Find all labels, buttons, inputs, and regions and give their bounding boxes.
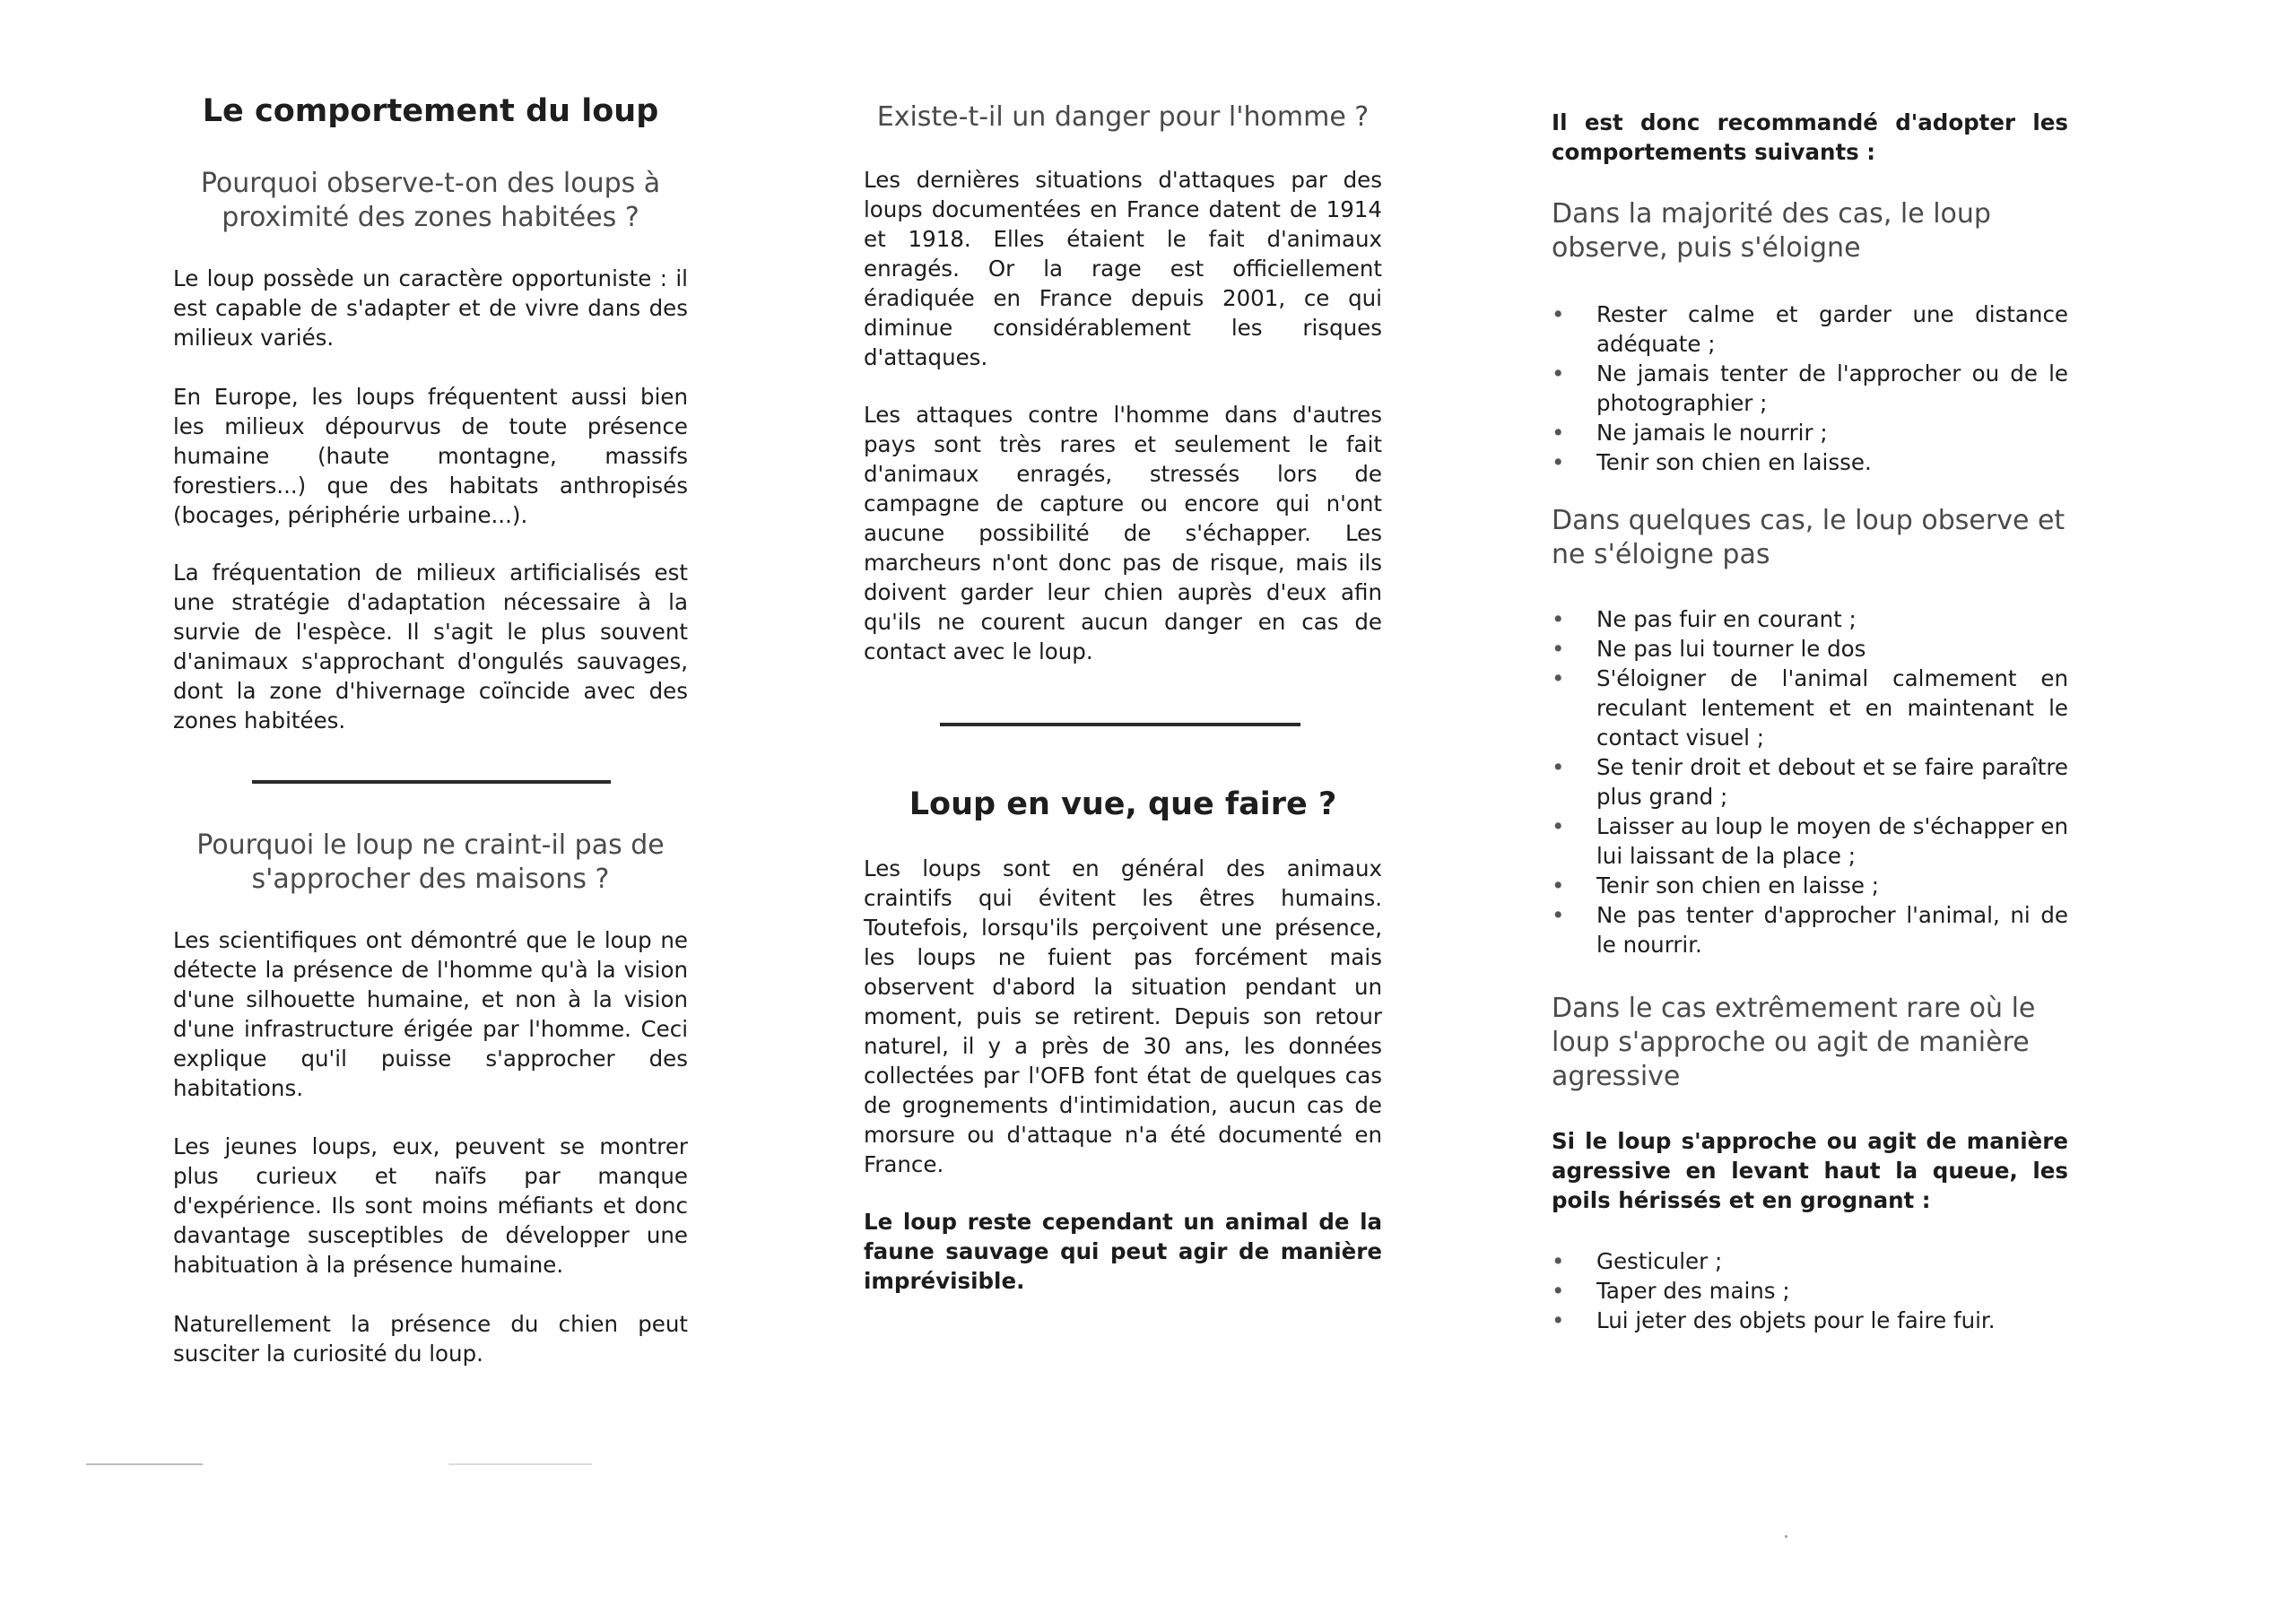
recommendation-list	[1552, 299, 2068, 477]
list-item: • Ne jamais tenter de l'approcher ou de le photographier ;	[1552, 359, 2068, 418]
list-item: • Rester calme et garder une distance adéquate ;	[1552, 299, 2068, 359]
list-item: • Ne pas tenter d'approcher l'animal, ni de le nourrir.	[1552, 900, 2068, 959]
section-title: Le comportement du loup	[202, 93, 659, 129]
warning-paragraph: Si le loup s'approche ou agit de manière agressive en levant haut la queue, les poils hérissés et en grognant :	[1552, 1128, 2068, 1213]
subheading: Dans le cas extrêmement rare où le loup s'approche ou agit de manière agressive	[1552, 993, 2036, 1092]
list-item: • Tenir son chien en laisse ;	[1552, 871, 2068, 900]
list-item: • Gesticuler ;	[1552, 1246, 2068, 1276]
section-title: Loup en vue, que faire ?	[909, 786, 1337, 822]
warning-paragraph: Le loup reste cependant un animal de la faune sauvage qui peut agir de manière imprévisible.	[864, 1209, 1382, 1294]
list-item: • Taper des mains ;	[1552, 1276, 2068, 1306]
scan-artifact	[448, 1463, 592, 1465]
recommendation-list	[1552, 604, 2068, 959]
scan-artifact	[86, 1463, 203, 1465]
paragraph: Les attaques contre l'homme dans d'autres pays sont très rares et seulement le fait d'animaux enragés, stressés lors de campagne de capture ou encore qui n'ont aucune possibilité de s'échapper. Les marcheurs n'ont donc pas de risque, mais ils doivent garder leur chien auprès d'eux afin qu'ils ne courent aucun danger en cas de contact avec le loup.	[864, 402, 1382, 664]
scan-artifact	[1785, 1535, 1787, 1538]
list-item: • Lui jeter des objets pour le faire fuir.	[1552, 1306, 2068, 1335]
paragraph: La fréquentation de milieux artificialisés est une stratégie d'adaptation nécessaire à la survie de l'espèce. Il s'agit le plus souvent d'animaux s'approchant d'ongulés sauvages, dont la zone d'hivernage coïncide avec des zones habitées.	[173, 560, 688, 733]
list-item: • Laisser au loup le moyen de s'échapper en lui laissant de la place ;	[1552, 812, 2068, 871]
subheading: Pourquoi le loup ne craint-il pas de s'approcher des maisons ?	[196, 829, 665, 895]
list-item: • Ne pas lui tourner le dos	[1552, 634, 2068, 664]
paragraph: Le loup possède un caractère opportuniste : il est capable de s'adapter et de vivre dans des milieux variés.	[173, 265, 688, 351]
paragraph: Les jeunes loups, eux, peuvent se montrer plus curieux et naïfs par manque d'expérience. Ils sont moins méfiants et donc davantage susceptibles de développer une habituation à la présence humaine.	[173, 1133, 688, 1278]
subheading: Existe-t-il un danger pour l'homme ?	[876, 101, 1370, 133]
list-item: • Ne jamais le nourrir ;	[1552, 418, 2068, 447]
paragraph: Naturellement la présence du chien peut susciter la curiosité du loup.	[173, 1311, 688, 1367]
divider	[252, 780, 611, 784]
paragraph: Les loups sont en général des animaux craintifs qui évitent les êtres humains. Toutefois, lorsqu'ils perçoivent une présence, les loups ne fuient pas forcément mais observent d'abord la situation pendant un moment, puis se retirent. Depuis son retour naturel, il y a près de 30 ans, les données collectées par l'OFB font état de quelques cas de grognements d'intimidation, aucun cas de morsure ou d'attaque n'a été documenté en France.	[864, 855, 1382, 1177]
divider	[940, 723, 1300, 726]
paragraph: Les dernières situations d'attaques par des loups documentées en France datent de 1914 et 1918. Elles étaient le fait d'animaux enragés. Or la rage est officiellement éradiquée en France depuis 2001, ce qui diminue considérablement les risques d'attaques.	[864, 167, 1382, 370]
paragraph: Les scientifiques ont démontré que le loup ne détecte la présence de l'homme qu'à la vision d'une silhouette humaine, et non à la vision d'une infrastructure érigée par l'homme. Ceci explique qu'il puisse s'approcher des habitations.	[173, 927, 688, 1101]
subheading: Dans quelques cas, le loup observe et ne s'éloigne pas	[1552, 505, 2066, 570]
list-item: • S'éloigner de l'animal calmement en reculant lentement et en maintenant le contact visuel ;	[1552, 664, 2068, 752]
list-item: • Se tenir droit et debout et se faire paraître plus grand ;	[1552, 752, 2068, 812]
list-item: • Tenir son chien en laisse.	[1552, 447, 2068, 477]
recommendation-list	[1552, 1246, 2068, 1335]
paragraph: En Europe, les loups fréquentent aussi bien les milieux dépourvus de toute présence humaine (haute montagne, massifs forestiers...) que des habitats anthropisés (bocages, périphérie urbaine...).	[173, 384, 688, 528]
subheading: Pourquoi observe-t-on des loups à proximité des zones habitées ?	[200, 168, 661, 233]
subheading: Dans la majorité des cas, le loup observe, puis s'éloigne	[1552, 198, 1991, 264]
list-item: • Ne pas fuir en courant ;	[1552, 604, 2068, 634]
intro-paragraph: Il est donc recommandé d'adopter les comportements suivants :	[1552, 109, 2068, 165]
